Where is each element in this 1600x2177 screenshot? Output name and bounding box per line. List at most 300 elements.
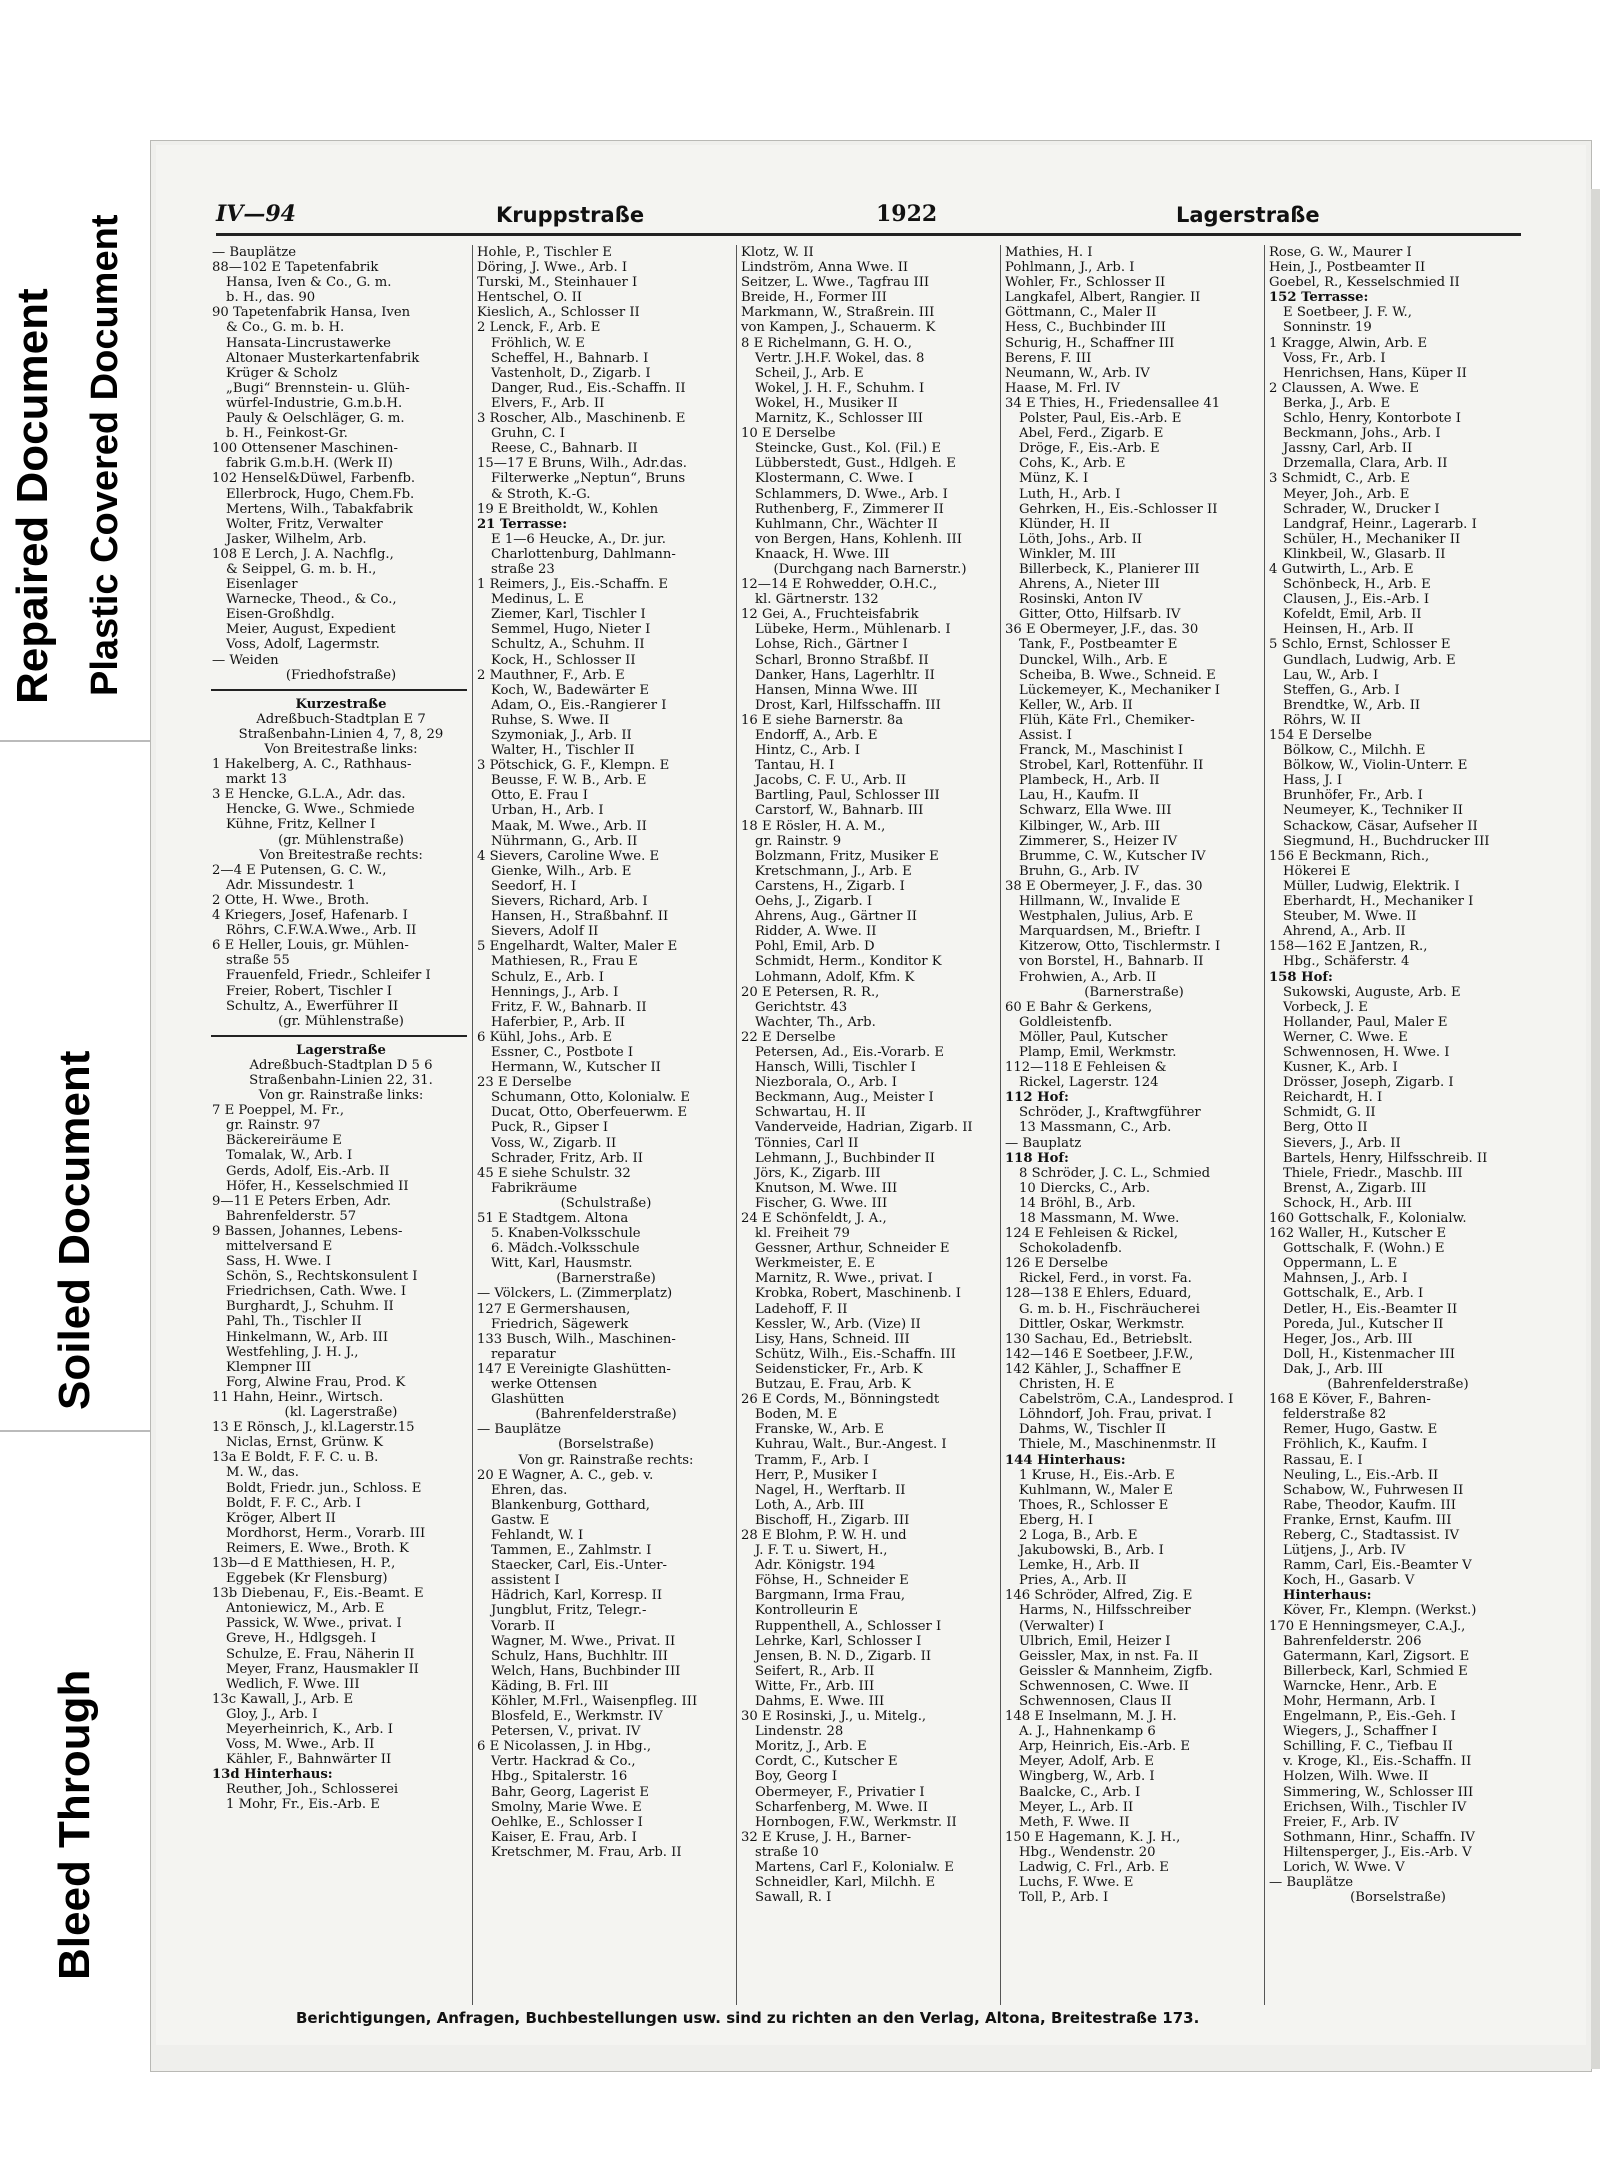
label-divider [0, 1430, 150, 1432]
directory-entry: Vertr. J.H.F. Wokel, das. 8 [755, 350, 925, 366]
directory-column-1 [208, 245, 470, 2005]
directory-entry: Ahrens, A., Nieter III [1019, 577, 1160, 593]
directory-entry: Kähler, F., Bahnwärter II [226, 1752, 392, 1768]
directory-entry: 10 E Derselbe [741, 426, 836, 442]
directory-entry: Schlammers, D. Wwe., Arb. I [755, 486, 948, 502]
directory-entry: straße 23 [491, 561, 555, 577]
directory-entry: Westphalen, Julius, Arb. E [1019, 909, 1194, 925]
directory-entry: Neumann, W., Arb. IV [1005, 365, 1150, 381]
directory-entry: — Weiden [212, 652, 279, 668]
directory-entry: Kurzestraße [295, 696, 387, 712]
directory-entry: Sonninstr. 19 [1283, 320, 1372, 336]
directory-entry: 146 Schröder, Alfred, Zig. E [1005, 1588, 1193, 1604]
directory-entry: Ramm, Carl, Eis.-Beamter V [1283, 1558, 1472, 1574]
directory-entry: Ruthenberg, F., Zimmerer II [755, 501, 944, 517]
directory-entry: Eberhardt, H., Mechaniker I [1283, 894, 1474, 910]
label-repaired-document: Repaired Document [8, 288, 57, 704]
directory-entry: Dröge, F., Eis.-Arb. E [1019, 441, 1160, 457]
directory-entry: E 1—6 Heucke, A., Dr. jur. [491, 531, 666, 547]
directory-entry: Seedorf, H. I [491, 878, 577, 894]
directory-entry: Bischoff, H., Zigarb. III [755, 1512, 910, 1528]
directory-entry: E Soetbeer, J. F. W., [1283, 305, 1412, 321]
directory-entry: Schabow, W., Fuhrwesen II [1283, 1482, 1464, 1498]
directory-entry: Markmann, W., Straßrein. III [741, 305, 935, 321]
directory-entry: 18 Massmann, M. Wwe. [1019, 1211, 1180, 1226]
directory-entry: Schulz, Hans, Buchhltr. III [491, 1648, 668, 1664]
directory-entry: Kuhlmann, Chr., Wächter II [755, 516, 938, 532]
directory-entry: Altonaer Musterkartenfabrik [226, 350, 420, 366]
label-divider [0, 740, 150, 742]
directory-entry: Henrichsen, Hans, Küper II [1283, 365, 1467, 381]
directory-entry: Klempner III [226, 1359, 312, 1375]
directory-entry: Reese, C., Bahnarb. II [491, 441, 638, 457]
directory-entry: Neumeyer, K., Techniker II [1283, 803, 1463, 819]
directory-entry: Löth, Johs., Arb. II [1019, 531, 1143, 547]
directory-entry: Doll, H., Kistenmacher III [1283, 1346, 1456, 1362]
directory-entry: Jasker, Wilhelm, Arb. [226, 531, 367, 547]
directory-entry: Jungblut, Fritz, Telegr.- [491, 1603, 647, 1619]
directory-entry: Adreßbuch-Stadtplan D 5 6 [249, 1057, 433, 1073]
directory-entry: Schwartau, H. II [755, 1105, 866, 1121]
directory-entry: Scheiba, B. Wwe., Schneid. E [1019, 667, 1216, 683]
directory-entry: 2 Mauthner, F., Arb. E [477, 667, 625, 683]
directory-entry: 18 E Rösler, H. A. M., [741, 818, 886, 834]
directory-entry: Adr. Königstr. 194 [755, 1558, 876, 1574]
directory-entry: Sukowski, Auguste, Arb. E [1283, 984, 1461, 1000]
directory-entry: Niezborala, O., Arb. I [755, 1075, 897, 1091]
directory-entry: 12 Gei, A., Fruchteisfabrik [741, 607, 919, 623]
directory-entry: 133 Busch, Wilh., Maschinen- [477, 1331, 676, 1347]
directory-entry: 1 Hakelberg, A. C., Rathhaus- [212, 757, 412, 773]
directory-entry: Kühne, Fritz, Kellner I [226, 817, 376, 833]
directory-page [156, 145, 1586, 2045]
directory-entry: Kusner, K., Arb. I [1283, 1060, 1398, 1076]
directory-entry: Jassny, Carl, Arb. II [1283, 441, 1413, 457]
directory-entry: Gottschalk, F. (Wohn.) E [1283, 1241, 1445, 1257]
directory-entry: Carstens, H., Zigarb. I [755, 878, 905, 894]
directory-entry: Schrader, Fritz, Arb. II [491, 1150, 643, 1166]
directory-column-2 [472, 245, 735, 2005]
directory-entry: Haferbier, P., Arb. II [491, 1014, 625, 1030]
directory-entry: Haase, M. Frl. IV [1005, 380, 1120, 396]
directory-entry: Mahnsen, J., Arb. I [1283, 1271, 1408, 1287]
directory-entry: Plambeck, H., Arb. II [1019, 773, 1160, 789]
directory-entry: Mathies, H. I [1005, 245, 1093, 260]
directory-entry: 8 Schröder, J. C. L., Schmied [1019, 1165, 1211, 1181]
directory-entry: Christen, H. E [1019, 1377, 1115, 1393]
directory-entry: Elvers, F., Arb. II [491, 395, 605, 411]
directory-entry: (Schulstraße) [560, 1195, 652, 1211]
directory-entry: Fröhlich, K., Kaufm. I [1283, 1437, 1428, 1453]
directory-entry: Ellerbrock, Hugo, Chem.Fb. [226, 486, 415, 502]
directory-entry: Scharfenberg, M. Wwe. II [755, 1799, 928, 1815]
directory-entry: (gr. Mühlenstraße) [278, 1013, 404, 1029]
directory-entry: Heger, Jos., Arb. III [1283, 1331, 1413, 1347]
directory-entry: Vanderveide, Hadrian, Zigarb. II [755, 1120, 973, 1136]
directory-entry: Bölkow, C., Milchh. E [1283, 743, 1426, 759]
directory-entry: Schrader, W., Drucker I [1283, 501, 1440, 517]
directory-entry: Kilbinger, W., Arb. III [1019, 818, 1161, 834]
directory-entry: Röhrs, C.F.W.A.Wwe., Arb. II [226, 923, 417, 939]
label-bleed-through: Bleed Through [50, 1669, 99, 1980]
directory-entry: 13c Kawall, J., Arb. E [212, 1691, 354, 1707]
directory-entry: Harms, N., Hilfsschreiber [1019, 1603, 1191, 1619]
directory-entry: 4 Kriegers, Josef, Hafenarb. I [212, 908, 408, 924]
directory-entry: Vorarb. II [491, 1618, 555, 1634]
directory-entry: Berens, F. III [1005, 350, 1092, 366]
scan-edge [1591, 189, 1600, 2069]
directory-entry: Gessner, Arthur, Schneider E [755, 1241, 950, 1257]
directory-entry: Adam, O., Eis.-Rangierer I [491, 697, 667, 713]
directory-entry: Bolzmann, Fritz, Musiker E [755, 848, 939, 864]
directory-entry: Scheffel, H., Bahnarb. I [491, 350, 649, 366]
directory-entry: kl. Freiheit 79 [755, 1226, 850, 1242]
directory-entry: Witte, Fr., Arb. III [755, 1678, 875, 1694]
directory-entry: 34 E Thies, H., Friedensallee 41 [1005, 395, 1221, 411]
directory-entry: Gloy, J., Arb. I [226, 1706, 318, 1722]
directory-entry: 156 E Beckmann, Rich., [1269, 848, 1430, 864]
directory-entry: Rickel, Ferd., in vorst. Fa. [1019, 1271, 1192, 1287]
directory-entry: Lemke, H., Arb. II [1019, 1558, 1140, 1574]
directory-entry: 1 Kragge, Alwin, Arb. E [1269, 335, 1428, 351]
directory-entry: Brendtke, W., Arb. II [1283, 697, 1421, 713]
directory-entry: Vertr. Hackrad & Co., [491, 1754, 636, 1770]
directory-entry: Staecker, Carl, Eis.-Unter- [491, 1558, 668, 1574]
directory-entry: Wedlich, F. Wwe. III [226, 1676, 360, 1692]
directory-entry: 168 E Köver, F., Bahren- [1269, 1392, 1431, 1408]
directory-entry: Keller, W., Arb. II [1019, 697, 1133, 713]
directory-column-5 [1264, 245, 1527, 2005]
directory-entry: 21 Terrasse: [477, 516, 568, 532]
directory-entry: Tomalak, W., Arb. I [226, 1148, 353, 1164]
directory-entry: Meyer, Joh., Arb. E [1283, 486, 1410, 502]
directory-entry: Hbg., Wendenstr. 20 [1019, 1844, 1156, 1860]
directory-entry: Freier, Robert, Tischler I [226, 983, 393, 999]
directory-entry: Kitzerow, Otto, Tischlermstr. I [1019, 939, 1221, 955]
directory-entry: — Bauplätze [1269, 1875, 1353, 1891]
directory-entry: 10 Diercks, C., Arb. [1019, 1180, 1151, 1196]
directory-entry: Ahrens, Aug., Gärtner II [755, 909, 918, 925]
directory-entry: Seitzer, L. Wwe., Tagfrau III [741, 275, 930, 291]
directory-entry: Hillmann, W., Invalide E [1019, 894, 1181, 910]
directory-entry: Ruppenthell, A., Schlosser I [755, 1618, 942, 1634]
directory-entry: 13a E Boldt, F. F. C. u. B. [212, 1450, 379, 1466]
directory-entry: 3 Roscher, Alb., Maschinenb. E [477, 411, 686, 427]
directory-entry: Mathiesen, R., Frau E [491, 954, 638, 970]
directory-entry: Hennings, J., Arb. I [491, 984, 619, 1000]
directory-entry: 13b—d E Matthiesen, H. P., [212, 1555, 396, 1571]
section-divider [211, 689, 467, 691]
directory-entry: Schwennosen, Claus II [1019, 1694, 1172, 1709]
directory-entry: Billerbeck, Karl, Schmied E [1283, 1663, 1468, 1679]
directory-entry: Lübberstedt, Gust., Hdlgeh. E [755, 456, 956, 472]
directory-entry: Rabe, Theodor, Kaufm. III [1283, 1497, 1456, 1513]
directory-entry: Lehrke, Karl, Schlosser I [755, 1633, 922, 1649]
directory-entry: Göttmann, C., Maler II [1005, 305, 1157, 321]
directory-entry: straße 55 [226, 953, 290, 969]
directory-entry: Hiltensperger, J., Eis.-Arb. V [1283, 1844, 1472, 1860]
directory-entry: Abel, Ferd., Zigarb. E [1019, 426, 1164, 442]
directory-entry: (Verwalter) I [1019, 1618, 1104, 1634]
directory-entry: Fehlandt, W. I [491, 1527, 584, 1543]
directory-entry: Ulbrich, Emil, Heizer I [1019, 1633, 1171, 1649]
directory-entry: Schwennosen, C. Wwe. II [1019, 1678, 1189, 1694]
directory-entry: Petersen, V., privat. IV [491, 1724, 641, 1740]
directory-entry: Maak, M. Wwe., Arb. II [491, 818, 647, 834]
directory-entry: 24 E Schönfeldt, J. A., [741, 1211, 887, 1226]
directory-entry: 30 E Rosinski, J., u. Mitelg., [741, 1709, 927, 1725]
directory-entry: Möller, Paul, Kutscher [1019, 1029, 1168, 1045]
directory-entry: Dittler, Oskar, Werkmstr. [1019, 1316, 1185, 1332]
directory-entry: (Barnerstraße) [1084, 984, 1184, 1000]
directory-entry: Bölkow, W., Violin-Unterr. E [1283, 758, 1468, 774]
directory-entry: Sawall, R. I [755, 1890, 832, 1906]
directory-entry: Winkler, M. III [1019, 546, 1116, 562]
directory-entry: Jensen, B. N. D., Zigarb. II [755, 1648, 932, 1664]
directory-entry: Föhse, H., Schneider E [755, 1573, 909, 1589]
directory-entry: Schön, S., Rechtskonsulent I [226, 1269, 418, 1285]
directory-entry: & Stroth, K.-G. [491, 486, 591, 502]
directory-entry: Hbg., Schäferstr. 4 [1283, 954, 1410, 970]
directory-entry: Hädrich, Karl, Korresp. II [491, 1588, 663, 1604]
directory-entry: Klostermann, C. Wwe. I [755, 471, 914, 487]
directory-entry: gr. Rainstr. 9 [755, 833, 842, 849]
directory-entry: 13 E Rönsch, J., kl.Lagerstr.15 [212, 1420, 415, 1436]
directory-entry: 112—118 E Fehleisen & [1005, 1060, 1167, 1076]
directory-entry: 26 E Cords, M., Bönningstedt [741, 1392, 940, 1408]
directory-entry: Scharl, Bronno Straßbf. II [755, 652, 929, 668]
directory-entry: Gienke, Wilh., Arb. E [491, 863, 632, 879]
directory-entry: Bahr, Georg, Lagerist E [491, 1784, 649, 1800]
directory-entry: Schock, H., Arb. III [1283, 1195, 1412, 1211]
directory-entry: 14 Bröhl, B., Arb. [1019, 1195, 1136, 1211]
directory-entry: Warnecke, Theod., & Co., [226, 592, 397, 608]
directory-entry: Friedrich, Sägewerk [491, 1316, 629, 1332]
scanned-page [150, 140, 1592, 2072]
directory-entry: Marnitz, R. Wwe., privat. I [755, 1271, 933, 1287]
directory-entry: reparatur [491, 1346, 556, 1362]
directory-entry: Beckmann, Aug., Meister I [755, 1090, 934, 1106]
directory-entry: Siegmund, H., Buchdrucker III [1283, 833, 1490, 849]
directory-entry: Smolny, Marie Wwe. E [491, 1799, 642, 1815]
directory-entry: Urban, H., Arb. I [491, 803, 604, 819]
directory-entry: 100 Ottensener Maschinen- [212, 441, 398, 457]
directory-entry: Lau, W., Arb. I [1283, 667, 1379, 683]
directory-entry: Wokel, H., Musiker II [755, 395, 898, 411]
directory-entry: kl. Gärtnerstr. 132 [755, 592, 879, 608]
directory-entry: Jörs, K., Zigarb. III [755, 1165, 881, 1181]
directory-entry: Lorich, W. Wwe. V [1283, 1860, 1405, 1876]
directory-entry: 144 Hinterhaus: [1005, 1452, 1126, 1468]
directory-entry: 9 Bassen, Johannes, Lebens- [212, 1223, 403, 1239]
directory-entry: Hansch, Willi, Tischler I [755, 1060, 916, 1076]
directory-entry: Engelmann, P., Eis.-Geh. I [1283, 1709, 1456, 1725]
directory-entry: Hein, J., Postbeamter II [1269, 260, 1426, 276]
directory-entry: Voss, W., Zigarb. II [491, 1135, 617, 1151]
directory-entry: Boldt, Friedr. jun., Schloss. E [226, 1480, 422, 1496]
directory-entry: Flüh, Käte Frl., Chemiker- [1019, 712, 1195, 728]
directory-entry: (kl. Lagerstraße) [284, 1405, 398, 1421]
directory-entry: Passick, W. Wwe., privat. I [226, 1616, 402, 1632]
directory-entry: 13d Hinterhaus: [212, 1767, 333, 1783]
directory-entry: Mohr, Hermann, Arb. I [1283, 1694, 1436, 1709]
directory-entry: 22 E Derselbe [741, 1029, 836, 1045]
directory-entry: Polster, Paul, Eis.-Arb. E [1019, 411, 1182, 427]
directory-entry: Lindström, Anna Wwe. II [741, 260, 909, 276]
directory-entry: Friedrichsen, Cath. Wwe. I [226, 1284, 407, 1300]
directory-entry: Hintz, C., Arb. I [755, 743, 860, 759]
directory-entry: Röhrs, W. II [1283, 712, 1361, 728]
directory-entry: Otto, E. Frau I [491, 788, 588, 804]
directory-entry: Charlottenburg, Dahlmann- [491, 546, 676, 562]
directory-entry: 5 Engelhardt, Walter, Maler E [477, 939, 678, 955]
directory-entry: 124 E Fehleisen & Rickel, [1005, 1226, 1179, 1242]
directory-entry: Essner, C., Postbote I [491, 1044, 634, 1060]
directory-entry: Dunckel, Wilh., Arb. E [1019, 652, 1168, 668]
directory-entry: Brumme, C. W., Kutscher IV [1019, 848, 1206, 864]
directory-entry: Westfehling, J. H. J., [226, 1344, 359, 1360]
directory-entry: Forg, Alwine Frau, Prod. K [226, 1374, 406, 1390]
directory-entry: Gundlach, Ludwig, Arb. E [1283, 652, 1456, 668]
directory-entry: 152 Terrasse: [1269, 290, 1369, 306]
directory-entry: 8 E Richelmann, G. H. O., [741, 335, 912, 351]
directory-entry: 3 Pötschick, G. F., Klempn. E [477, 758, 670, 774]
directory-entry: Sass, H. Wwe. I [226, 1254, 331, 1270]
directory-entry: mittelversand E [226, 1239, 333, 1254]
directory-entry: Bargmann, Irma Frau, [755, 1588, 906, 1604]
directory-entry: Lohmann, Adolf, Kfm. K [755, 969, 915, 985]
directory-entry: 7 E Poeppel, M. Fr., [212, 1103, 345, 1119]
directory-entry: Schulze, E. Frau, Näherin II [226, 1646, 415, 1662]
directory-entry: Eberg, H. I [1019, 1512, 1094, 1528]
directory-entry: Scheil, J., Arb. E [755, 365, 864, 381]
directory-entry: 3 E Hencke, G.L.A., Adr. das. [212, 787, 406, 803]
directory-entry: Jacobs, C. F. U., Arb. II [755, 773, 907, 789]
directory-entry: Drzemalla, Clara, Arb. II [1283, 456, 1448, 472]
directory-entry: Schütz, Wilh., Eis.-Schaffn. III [755, 1346, 956, 1362]
directory-entry: 1 Kruse, H., Eis.-Arb. E [1019, 1467, 1175, 1483]
directory-entry: Greve, H., Hdlgsgeh. I [226, 1631, 377, 1647]
directory-entry: Cabelström, C.A., Landesprod. I [1019, 1392, 1234, 1408]
directory-entry: Meth, F. Wwe. II [1019, 1814, 1130, 1830]
directory-entry: Martens, Carl F., Kolonialw. E [755, 1860, 954, 1876]
directory-entry: markt 13 [226, 772, 287, 788]
directory-entry: Knutson, M. Wwe. III [755, 1180, 898, 1196]
directory-entry: Assist. I [1019, 728, 1072, 743]
directory-entry: 2 Otte, H. Wwe., Broth. [212, 892, 370, 908]
directory-entry: Krobka, Robert, Maschinenb. I [755, 1286, 961, 1302]
directory-entry: Hinterhaus: [1283, 1588, 1372, 1604]
directory-entry: Thiele, M., Maschinenmstr. II [1019, 1437, 1217, 1453]
directory-entry: Ehren, das. [491, 1482, 568, 1498]
directory-entry: Kock, H., Schlosser II [491, 652, 636, 668]
directory-entry: Gottschalk, E., Arb. I [1283, 1286, 1424, 1302]
directory-entry: 102 Hensel&Düwel, Farbenfb. [212, 471, 416, 487]
directory-entry: Loth, A., Arb. III [755, 1497, 865, 1513]
directory-entry: Jakubowski, B., Arb. I [1019, 1543, 1164, 1559]
directory-entry: Schröder, J., Kraftwgführer [1019, 1105, 1201, 1121]
directory-entry: Ahrend, A., Arb. II [1283, 924, 1406, 940]
directory-entry: Langkafel, Albert, Rangier. II [1005, 290, 1201, 306]
directory-entry: Franske, W., Arb. E [755, 1422, 884, 1438]
directory-entry: 32 E Kruse, J. H., Barner- [741, 1829, 912, 1845]
directory-entry: Gerds, Adolf, Eis.-Arb. II [226, 1163, 390, 1179]
directory-entry: 5. Knaben-Volksschule [491, 1226, 641, 1242]
directory-entry: Goebel, R., Kesselschmied II [1269, 275, 1460, 291]
directory-entry: Boy, Georg I [755, 1769, 838, 1785]
directory-entry: Filterwerke „Neptun“, Bruns [491, 471, 686, 487]
directory-entry: Gehrken, H., Eis.-Schlosser II [1019, 501, 1218, 517]
directory-column-4 [1000, 245, 1263, 2005]
directory-entry: Reichardt, H. I [1283, 1090, 1383, 1106]
directory-entry: Wolter, Fritz, Verwalter [226, 516, 383, 532]
directory-entry: Gerichtstr. 43 [755, 999, 848, 1015]
directory-entry: Schwarz, Ella Wwe. III [1019, 803, 1172, 819]
directory-entry: M. W., das. [226, 1465, 299, 1481]
directory-entry: Danker, Hans, Lagerhltr. II [755, 667, 935, 683]
directory-entry: Meyer, L., Arb. II [1019, 1799, 1134, 1815]
directory-entry: 1 Mohr, Fr., Eis.-Arb. E [226, 1797, 380, 1813]
directory-entry: 4 Gutwirth, L., Arb. E [1269, 561, 1414, 577]
directory-entry: Rosinski, Anton IV [1019, 592, 1143, 608]
directory-entry: Lindenstr. 28 [755, 1724, 844, 1740]
directory-entry: Straßenbahn-Linien 4, 7, 8, 29 [238, 726, 444, 742]
directory-entry: 142—146 E Soetbeer, J.F.W., [1005, 1346, 1194, 1362]
directory-entry: Schultz, A., Schuhm. II [491, 637, 645, 653]
directory-entry: G. m. b. H., Fischräucherei [1019, 1301, 1200, 1317]
directory-entry: Wokel, J. H. F., Schuhm. I [755, 380, 925, 396]
directory-entry: Moritz, J., Arb. E [755, 1739, 867, 1755]
directory-entry: Schurig, H., Schaffner III [1005, 335, 1175, 351]
directory-entry: Kröger, Albert II [226, 1510, 336, 1526]
directory-entry: fabrik G.m.b.H. (Werk II) [226, 456, 393, 472]
directory-entry: Wingberg, W., Arb. I [1019, 1769, 1155, 1785]
directory-entry: Schultz, A., Ewerführer II [226, 998, 399, 1014]
directory-entry: Meyer, Franz, Hausmakler II [226, 1661, 419, 1677]
directory-entry: Vorbeck, J. E [1283, 999, 1368, 1015]
directory-entry: 4 Sievers, Caroline Wwe. E [477, 848, 660, 864]
directory-entry: 15—17 E Bruns, Wilh., Adr.das. [477, 456, 687, 472]
directory-entry: Hansata-Lincrustawerke [226, 335, 391, 351]
directory-entry: Ruhse, S. Wwe. II [491, 712, 610, 728]
directory-entry: Pries, A., Arb. II [1019, 1573, 1127, 1589]
directory-entry: Gitter, Otto, Hilfsarb. IV [1019, 607, 1181, 623]
directory-entry: Simmering, W., Schlosser III [1283, 1784, 1474, 1800]
directory-entry: 2 Claussen, A. Wwe. E [1269, 380, 1420, 396]
directory-entry: Lübeke, Herm., Mühlenarb. I [755, 622, 951, 638]
directory-entry: Drösser, Joseph, Zigarb. I [1283, 1075, 1454, 1091]
directory-entry: Tönnies, Carl II [755, 1135, 859, 1151]
directory-entry: Löhndorf, Joh. Frau, privat. I [1019, 1407, 1212, 1423]
directory-entry: Nührmann, G., Arb. II [491, 833, 638, 849]
directory-entry: (Bahrenfelderstraße) [1327, 1377, 1469, 1393]
directory-entry: Schüler, H., Mechaniker II [1283, 531, 1461, 547]
directory-entry: Lütjens, J., Arb. IV [1283, 1543, 1406, 1559]
directory-entry: 6. Mädch.-Volksschule [491, 1241, 640, 1257]
directory-entry: Reuther, Joh., Schlosserei [226, 1782, 399, 1798]
directory-column-3 [736, 245, 999, 2005]
directory-entry: Ziemer, Karl, Tischler I [491, 607, 646, 623]
directory-entry: Berg, Otto II [1283, 1120, 1368, 1136]
directory-entry: 128—138 E Ehlers, Eduard, [1005, 1286, 1192, 1302]
directory-entry: Schmidt, Herm., Konditor K [755, 954, 942, 970]
directory-entry: Seifert, R., Arb. II [755, 1663, 875, 1679]
directory-entry: Von gr. Rainstraße links: [258, 1088, 424, 1104]
directory-entry: Hollander, Paul, Maler E [1283, 1014, 1448, 1030]
directory-entry: Steincke, Gust., Kol. (Fil.) E [755, 441, 942, 457]
directory-entry: 28 E Blohm, P. W. H. und [741, 1527, 907, 1543]
directory-entry: Kieslich, A., Schlosser II [477, 305, 640, 321]
